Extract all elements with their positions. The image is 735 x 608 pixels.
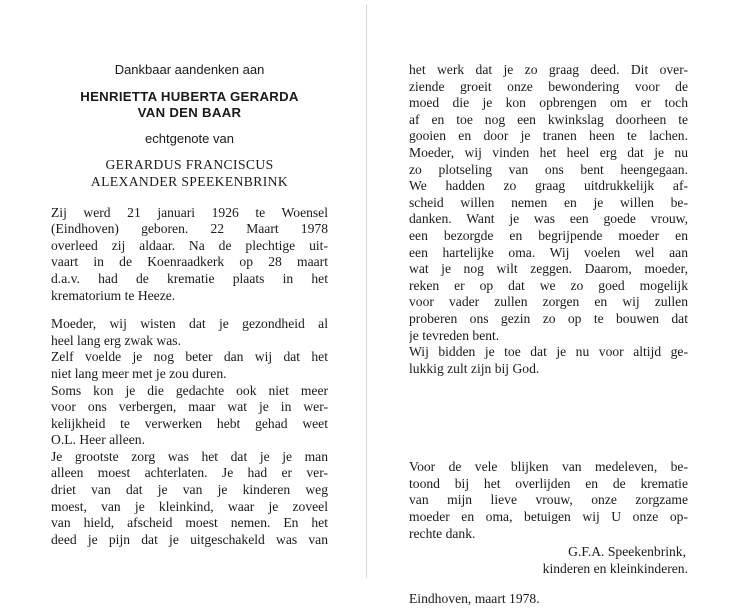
- right-page: [409, 0, 688, 608]
- bio-line: Zij werd 21 januari 1926 te Woensel: [51, 204, 328, 220]
- text-line: Je grootste zorg was het dat je je man: [51, 448, 328, 464]
- thanks-line: Voor de vele blijken van medeleven, be-: [409, 459, 688, 475]
- text-line: je tevreden bent.: [409, 327, 500, 343]
- text-line: Moeder, wij wisten dat je gezondheid al: [51, 316, 328, 332]
- deceased-name-line1: HENRIETTA HUBERTA GERARDA: [80, 88, 299, 104]
- spouse-intro: echtgenote van: [145, 130, 234, 146]
- text-line: van hield, afscheid moest nemen. En het: [51, 515, 328, 531]
- text-line: driet van dat je van je kinderen weg: [51, 482, 328, 498]
- text-line: proberen ons gezin zo op te bouwen dat: [409, 310, 688, 326]
- bio-line: overleed zij aldaar. Na de plechtige uit-: [51, 237, 328, 253]
- text-line: af en toe nog een kwinkslag doorheen te: [409, 111, 688, 127]
- text-line: een bezorgde en begrijpende moeder en: [409, 227, 688, 243]
- deceased-name-line2: VAN DEN BAAR: [137, 105, 242, 121]
- biography: [51, 205, 328, 305]
- thanks-line: moeder en oma, betuigen wij U onze op-: [409, 509, 688, 525]
- spouse-name-line1: GERARDUS FRANCISCUS: [105, 157, 274, 173]
- text-line: lukkig zult zijn bij God.: [409, 360, 540, 376]
- card-heading: Dankbaar aandenken aan: [114, 62, 265, 77]
- text-line: Wij bidden je toe dat je nu voor altijd ge-: [409, 344, 688, 360]
- bio-line: d.a.v. had de krematie plaats in het: [51, 270, 328, 286]
- text-line: reken er op dat we zo goed mogelijk: [409, 277, 688, 293]
- text-line: ziende groeit onze bewondering voor de: [409, 78, 688, 94]
- text-line: alleen moest achterlaten. Je had er ver-: [51, 465, 328, 481]
- text-line: Soms kon je die gedachte ook niet meer: [51, 382, 328, 398]
- text-line: O.L. Heer alleen.: [51, 432, 145, 448]
- text-line: zo plotseling van ons bent heengegaan.: [409, 161, 688, 177]
- left-page: [51, 0, 328, 548]
- text-line: Moeder, wij vinden het heel erg dat je nu: [409, 144, 688, 160]
- place-date: Eindhoven, maart 1978.: [409, 591, 540, 607]
- text-line: gooien en door je tranen heen te lachen.: [409, 128, 688, 144]
- text-line: moest, van je kleinkind, waar je zoveel: [51, 498, 328, 514]
- text-line: voor vader zullen zorgen en wij zullen: [409, 294, 688, 310]
- tribute-text-right: [409, 62, 688, 377]
- text-line: kelijkheid te verwerken hebt gehad weet: [51, 415, 328, 431]
- text-line: scheid willen nemen en je willen be-: [409, 194, 688, 210]
- bio-line: (Eindhoven) geboren. 22 Maart 1978: [51, 221, 328, 237]
- text-line: moed die je kon opbrengen om er toch: [409, 95, 688, 111]
- bio-line: krematorium te Heeze.: [51, 287, 176, 303]
- signature-family: kinderen en kleinkinderen.: [542, 560, 688, 576]
- thanks-line: van mijn lieve vrouw, onze zorgzame: [409, 492, 688, 508]
- text-line: het werk dat je zo graag deed. Dit over-: [409, 62, 688, 77]
- acknowledgement: [409, 459, 688, 542]
- text-line: wat je nog wilt zeggen. Daarom, moeder,: [409, 261, 688, 277]
- text-line: danken. Want je was een goede vrouw,: [409, 211, 688, 227]
- thanks-line: rechte dank.: [409, 525, 476, 541]
- tribute-text-left: [51, 316, 328, 548]
- text-line: Zelf voelde je nog beter dan wij dat het: [51, 349, 328, 365]
- signature-name: G.F.A. Speekenbrink,: [568, 544, 686, 560]
- text-line: een hartelijke oma. Wij voelen wel aan: [409, 244, 688, 260]
- text-line: voor ons verbergen, maar wat je in wer-: [51, 399, 328, 415]
- text-line: heel lang erg zwak was.: [51, 332, 181, 348]
- text-line: We hadden zo graag uitdrukkelijk af-: [409, 178, 688, 194]
- text-line: deed je pijn dat je uitgeschakeld was van: [51, 531, 328, 547]
- thanks-line: toond bij het overlijden en de krematie: [409, 475, 688, 491]
- text-line: niet lang meer met je zou duren.: [51, 365, 227, 381]
- bio-line: vaart in de Koenraadkerk op 28 maart: [51, 254, 328, 270]
- spouse-name-line2: ALEXANDER SPEEKENBRINK: [90, 173, 289, 189]
- fold-line: [366, 4, 367, 578]
